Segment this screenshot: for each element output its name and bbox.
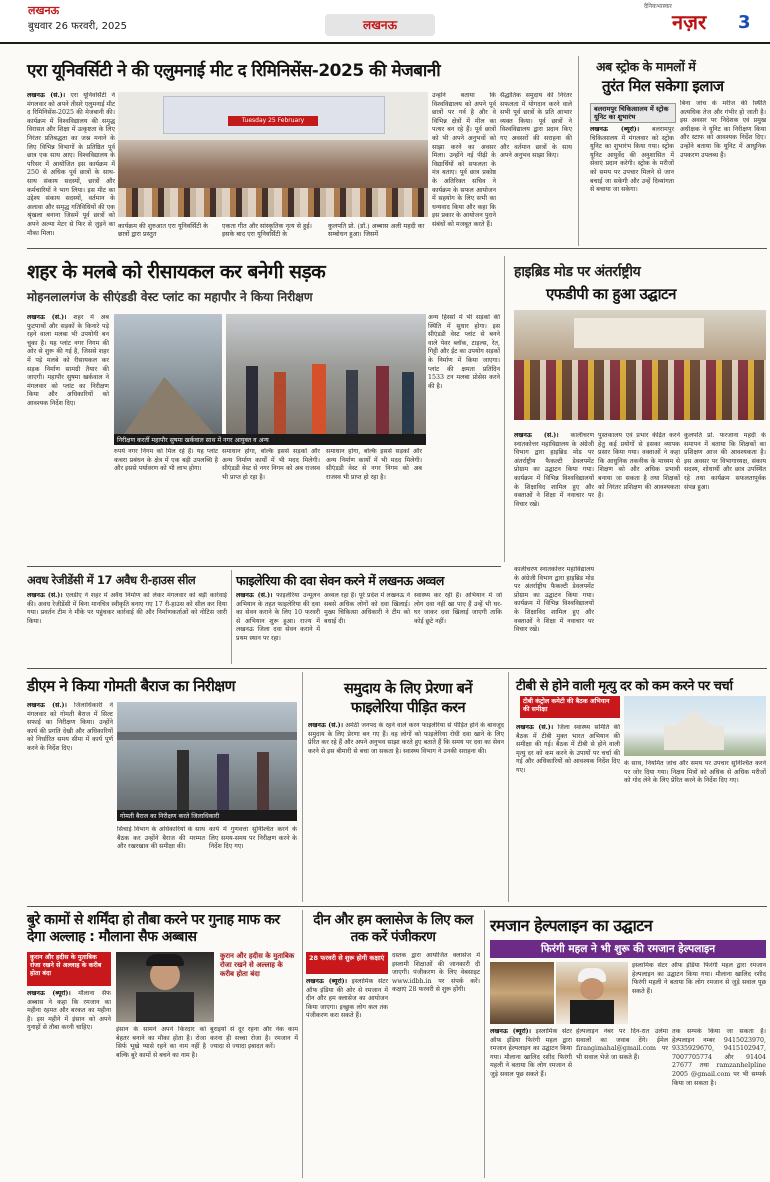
story3-column-3b: समाधान होगा, बल्कि इससे सड़कों और अन्य निर्माण कार्यों में भी मदद मिलेगी। सीएंडडी वेस्ट से नगर निगम को अब राजस्व भी प्राप्त हो रहा है।: [326, 448, 422, 481]
dateline: लखनऊ (सं.)।: [27, 92, 66, 99]
story4-headline: एफडीपी का हुआ उद्घाटन: [546, 285, 676, 303]
story12-column-2: हेल्पलाइन नंबर पर दिन-रात उलेमा सवालों का जवाब देंगे। ईमेल firangimahal@gmail.com पर भी सवाल भेजे जा सकते हैं।: [576, 1028, 668, 1061]
column-divider: [504, 256, 505, 562]
story3-column-1: [27, 314, 109, 560]
dateline: लखनऊ (सं.)।: [236, 592, 273, 599]
robe: [136, 992, 194, 1022]
column-divider: [508, 672, 509, 902]
story8-headline: समुदाय के लिए प्रेरणा बनें फाइलेरिया पीड़ित करन: [343, 681, 473, 716]
story1-text: एरा यूनिवर्सिटी ने मंगलवार को अपने तीसरे एलुमनाई मीट द रिमिनिसेंस-2025 की मेजबानी की। कार्यक्रम में विश्वविद्यालय की समृद्ध विरासत और शिक्षा में उत्कृष्टता के लिए निरंतर प्रतिबद्धता का जश्न मनाने के लिए विभिन्न विभागों के प्रतिष्ठित पूर्व छात्र एक साथ आए। विश्वविद्यालय के परिसर में आयोजित इस कार्यक्रम में 250 से अधिक पूर्व छात्रों के साथ-साथ संकाय सदस्यों, छात्रों और कर्मचारियों ने भाग लिया। इस मीट का उद्देश्य संकाय सदस्यों, वर्तमान के अलावा और समृद्ध गतिविधियों की एक श्रृंखला बनाना जिसमें पूर्व छात्रों को अपने अल्मा मेटर से फिर से जुड़ने का मौका मिला।: [27, 92, 115, 237]
dateline: लखनऊ (सं.)।: [27, 314, 67, 321]
quran-books-photo: [490, 962, 554, 1024]
story12-column-1: [490, 1028, 572, 1178]
story10-column-2: इंसान के सामने अपने किरदार को बेहतर बनाने का मौका होता है। रोजा सिर्फ भूखे प्यासे रहने का नाम नहीं है बल्कि बुरे कामों से बचने का नाम है।: [116, 1026, 206, 1059]
column-divider: [231, 570, 232, 664]
story10-text: मौलाना सैफ अब्बास ने कहा कि रमजान का महीना रहमत और बरकत का महीना है। इस महीने में इंसान को अपने गुनाहों से तौबा करनी चाहिए।: [27, 990, 111, 1032]
story1-photo-caption-left: कार्यक्रम की शुरुआत एरा यूनिवर्सिटी के छात्रों द्वारा प्रस्तुत: [118, 222, 209, 238]
story5-body: [27, 592, 227, 664]
column-divider: [302, 910, 303, 1178]
dateline: लखनऊ (ब्यूरो)।: [490, 1028, 532, 1035]
story1-photo-caption-mid: एकता गीत और सांस्कृतिक नृत्य से हुई। इसके बाद एरा यूनिवर्सिटी के: [222, 222, 312, 238]
story9-tag: टीबी कंट्रोल कमेटी की बैठक अभियान की समीक्षा: [520, 696, 620, 718]
story11-column-1: [306, 978, 388, 1178]
story1-photo-caption-right: कुलपति प्रो. (डॉ.) अब्बास अली महदी का सम्बोधन हुआ। जिसमें: [328, 222, 425, 238]
story1-column-1: [27, 92, 115, 242]
person-silhouette: [312, 364, 326, 434]
story3-subhead: मोहनलालगंज के सीएंडडी वेस्ट प्लांट का महापौर ने किया निरीक्षण: [27, 290, 313, 304]
story7-headline: डीएम ने किया गोमती बैराज का निरीक्षण: [27, 677, 236, 695]
story12-text: इस्लामिक सेंटर ऑफ इंडिया फिरंगी महल द्वारा रमजान हेल्पलाइन का उद्घाटन किया गया। मौलाना खालिद रशीद फिरंगी महली ने बताया कि लोग रमजान से जुड़े सवाल पूछ सकते हैं।: [490, 1028, 572, 1078]
debris-heap-photo: [114, 314, 222, 434]
story3-column-2: रुपये नगर निगम को मिल रहे हैं। यह प्लांट कचरा प्रबंधन के क्षेत्र में एक बड़ी उपलब्धि है और इससे पर्यावरण को भी लाभ होगा।: [114, 448, 218, 473]
column-divider: [302, 672, 303, 902]
page-number: 3: [738, 12, 751, 33]
story4-column-3: कुलपति प्रो. फरजाना महदी के समापन में बताया कि शिक्षकों का प्रशिक्षण आज की आवश्यकता है। इस अवसर पर विभागाध्यक्ष, संकाय सदस्य, शोधार्थी और छात्र उपस्थित रहे तथा कार्यक्रम सफलतापूर्वक संपन्न हुआ।: [684, 432, 766, 491]
maulana-portrait: [556, 962, 628, 1024]
person-silhouette: [257, 752, 269, 810]
newspaper-logo: नज़र: [672, 10, 707, 34]
section-rule: [27, 248, 767, 249]
story11-headline: दीन और हम क्लासेज के लिए कल तक करें पंजीकरण: [313, 912, 473, 945]
face: [580, 978, 604, 1000]
story10-column-1: [27, 990, 111, 1178]
story6-column-2: अव्वल रहा है। पूरे प्रदेश में लखनऊ ने सबसे अधिक लोगों को दवा खिलाई। मुख्य चिकित्सा अधिकारी ने टीम को बधाई दी।: [324, 592, 410, 625]
story7-column-1: [27, 702, 113, 902]
fdp-inauguration-photo: [514, 310, 766, 420]
story3-column-4: अन्य हिस्सों में भी सड़कों की स्थिति में सुधार होगा। इस सीएंडडी वेस्ट प्लांट से बनने वाले पेवर ब्लॉक, टाइल्स, रेत, गिट्टी और ईंट का उपयोग सड़कों के निर्माण में किया जाएगा। प्लांट की क्षमता प्रतिदिन 1533 टन मलबा प्रोसेस करने की है।: [428, 314, 500, 390]
story5-text: एलडीए ने शहर में अवैध निर्माण को लेकर मंगलवार को बड़ी कार्रवाई की। अवध रेजीडेंसी में बिना मानचित्र स्वीकृति बनाए गए 17 री-हाउस को सील कर दिया गया। प्रवर्तन टीम ने मौके पर पहुंचकर कार्रवाई की और निर्माणकर्ताओं को नोटिस जारी किया।: [27, 592, 227, 625]
story10-column-3: बुराइयों से दूर रहना और नेक काम करना ही सच्चा रोजा है। रमजान में ज्यादा से ज्यादा इबादत करें।: [210, 1026, 298, 1051]
dateline: लखनऊ (सं.)।: [308, 722, 344, 729]
story11-column-2: दस्तक द्वारा आयोजित क्लासेज में इस्लामी शिक्षाओं की जानकारी दी जाएगी। पंजीकरण के लिए वेबसाइट www.idbh.in पर संपर्क करें। कक्षाएं 28 फरवरी से शुरू होंगी।: [392, 952, 480, 994]
robe: [570, 1000, 614, 1024]
section-rule: [27, 566, 501, 567]
story2-kicker: अब स्ट्रोक के मामलों में: [596, 59, 696, 74]
story1-headline: एरा यूनिवर्सिटी ने की एलुमनाई मीट द रिमिनिसेंस-2025 की मेजबानी: [27, 61, 441, 81]
column-divider: [578, 56, 579, 246]
story6-column-1: [236, 592, 320, 664]
story9-headline: टीबी से होने वाली मृत्यु दर को कम करने पर चर्चा: [516, 679, 733, 694]
story4-column-1b: कालीचरण स्नातकोत्तर महाविद्यालय के अंग्रेजी विभाग द्वारा हाइब्रिड मोड पर अंतर्राष्ट्रीय फैकल्टी डेवलपमेंट प्रोग्राम का उद्घाटन किया गया। कार्यक्रम में विभिन्न विश्वविद्यालयों के शिक्षाविद शामिल हुए और वक्ताओं ने शिक्षा में नवाचार पर विचार रखे।: [514, 566, 594, 634]
section-rule: [27, 668, 767, 669]
dateline: लखनऊ (ब्यूरो)।: [27, 990, 71, 997]
story1-column-3: उन्होंने बताया कि विश्वविद्यालय को अपने पूर्व छात्रों पर गर्व है और वे विभिन्न क्षेत्रों में मील का पत्थर बन रहे हैं। पूर्व छात्रों को भी अपने अनुभवों को साझा करने का अवसर मिला। उन्होंने नई पीढ़ी के विद्यार्थियों को सफलता के मंत्र बताए। पूर्व छात्र प्रकोष्ठ के अतिरिक्त सचिव ने कार्यक्रम के सफल आयोजन में सहयोग के लिए सभी का धन्यवाद किया और कहा कि इस प्रकार के आयोजन पुराने संबंधों को मजबूत करते हैं।: [432, 92, 496, 228]
story11-text: इस्लामिक सेंटर ऑफ इंडिया की ओर से रमजान में दीन और हम क्लासेज का आयोजन किया जाएगा। इच्छुक लोग कल तक पंजीकरण करा सकते हैं।: [306, 978, 388, 1020]
person-silhouette: [376, 366, 389, 434]
turban: [146, 954, 184, 966]
person-silhouette: [217, 754, 229, 810]
person-silhouette: [246, 366, 258, 434]
story11-tag: 28 फरवरी से शुरू होगी कक्षाएं: [306, 952, 388, 974]
story6-text: फाइलेरिया उन्मूलन अभियान के तहत फाइलेरिया की दवा का सेवन कराने के लिए 10 फरवरी से अभियान शुरू हुआ। राज्य में लखनऊ जिला दवा सेवन कराने में प्रथम स्थान पर रहा।: [236, 592, 320, 642]
front-row-people: [118, 188, 428, 217]
dateline: लखनऊ (सं.)।: [516, 724, 554, 731]
story10-pullquote: कुरान और हदीस के मुताबिक रोजा रखने से अल्लाह के करीब होता बंदा: [220, 952, 295, 978]
story12-column-3: तक सम्पर्क किया जा सकता है। हेल्पलाइन नम्बर 9415023970, 9335929670, 9415102947, 7007705774 और 91404 27677 तथा ramzanhelpline 2005 @gmail.com पर भी सम्पर्क किया जा सकता है।: [672, 1028, 766, 1087]
story4-text: कालीचरण स्नातकोत्तर महाविद्यालय के अंग्रेजी विभाग द्वारा हाइब्रिड मोड पर अंतर्राष्ट्रीय फैकल्टी डेवलपमेंट प्रोग्राम का उद्घाटन किया गया। कार्यक्रम में विभिन्न विश्वविद्यालयों के शिक्षाविद शामिल हुए और वक्ताओं ने शिक्षा में नवाचार पर विचार रखे।: [514, 432, 594, 508]
dome-building: [664, 710, 724, 750]
dateline: लखनऊ (सं.)।: [514, 432, 559, 439]
story9-column-2: के साथ, नियमित जांच और समय पर उपचार सुनिश्चित करने पर जोर दिया गया। निक्षय मित्रों को अधिक से अधिक मरीजों को गोद लेने के लिए प्रेरित करने के निर्देश दिए गए।: [624, 760, 766, 785]
debris-pile: [124, 374, 214, 434]
story1-column-4: सैद्धांतिक समुदाय की निरंतर सफलता में योगदान करने वाले सभी पूर्व छात्रों के प्रति आभार व्यक्त किया। पूर्व छात्रों ने विश्वविद्यालय द्वारा प्रदान किए गए अवसरों की सराहना की और वर्तमान छात्रों के साथ अपने अनुभव साझा किए।: [500, 92, 572, 160]
story7-column-2: सिंचाई विभाग के अधिकारियों के साथ बैठक कर उन्होंने बैराज की मरम्मत और रखरखाव की समीक्षा की।: [117, 826, 205, 851]
story10-headline: बुरे कामों से शर्मिंदा हो तौबा करने पर गुनाह माफ कर देगा अल्लाह : मौलाना सैफ अब्बास: [27, 912, 280, 945]
person-silhouette: [346, 370, 358, 434]
monument-photo: [624, 696, 766, 756]
story3-column-3: समाधान होगा, बल्कि इससे सड़कों और अन्य निर्माण कार्यों में भी मदद मिलेगी। सीएंडडी वेस्ट से नगर निगम को अब राजस्व भी प्राप्त हो रहा है।: [222, 448, 320, 481]
section-label: लखनऊ: [325, 14, 435, 36]
story3-photo-caption: निरीक्षण करतीं महापौर सुषमा खर्कवाल साथ में नगर आयुक्त व अन्य: [114, 434, 426, 445]
story4-kicker: हाइब्रिड मोड पर अंतर्राष्ट्रीय: [514, 264, 641, 280]
story6-headline: फाइलेरिया की दवा सेवन करने में लखनऊ अव्वल: [236, 573, 444, 588]
logo-tagline: दैनिकभास्कर: [644, 3, 672, 10]
story2-tag: बलरामपुर चिकित्सालय में स्ट्रोक यूनिट का शुभारंभ: [590, 103, 676, 123]
event-banner: [163, 96, 385, 134]
story12-subhead: फिरंगी महल ने भी शुरू की रमजान हेल्पलाइन: [490, 940, 766, 958]
person-silhouette: [402, 372, 414, 434]
story8-text: अमेठी जनपद के रहने वाले करन फाइलेरिया से पीड़ित होने के बावजूद समुदाय के लिए प्रेरणा बन गए हैं। वह लोगों को फाइलेरिया रोधी दवा खाने के लिए प्रेरित कर रहे हैं और अपने अनुभव साझा करते हुए बताते हैं कि समय पर दवा का सेवन करने से इस बीमारी से बचा जा सकता है। स्वास्थ्य विभाग ने उनकी सराहना की।: [308, 722, 504, 755]
alumni-meet-photo: [118, 92, 428, 217]
story3-text: शहर में अब फुटपाथों और सड़कों के किनारे पड़े रहने वाला मलबा भी उपयोगी बन चुका है। यह प्लांट नगर निगम की ओर से शुरू की गई है, जिससे शहर में पड़े मलबे को रीसायकल कर सड़क निर्माण सामग्री तैयार की जाएगी। महापौर सुषमा खर्कवाल ने मंगलवार को प्लांट का निरीक्षण किया और अधिकारियों को आवश्यक निर्देश दिए।: [27, 314, 109, 407]
dateline: लखनऊ (सं.)।: [27, 592, 63, 599]
story7-column-3: कार्य में गुणवत्ता सुनिश्चित करने के लिए समय-समय पर निरीक्षण करने के निर्देश दिए गए।: [209, 826, 297, 851]
banner-day: Tuesday 25 February: [228, 116, 318, 126]
barrage-structure: [117, 732, 297, 740]
story7-text: जिलाधिकारी ने मंगलवार को गोमती बैराज में सिल्ट सफाई का निरीक्षण किया। उन्होंने कार्य की प्रगति देखी और अधिकारियों को निर्धारित समय सीमा में कार्य पूर्ण करने के निर्देश दिए।: [27, 702, 113, 752]
story9-column-1: [516, 724, 620, 902]
story2-text: बलरामपुर चिकित्सालय में मंगलवार को स्ट्रोक यूनिट का शुभारंभ किया गया। स्ट्रोक यूनिट आयुर्वेद की अनुशासित में सेवाएं प्रदान करेगी। स्ट्रोक के मरीजों को समय पर उपचार मिलने से जान बचाई जा सकेगी और उन्हें दिव्यांगता से बचाया जा सकेगा।: [590, 126, 674, 194]
story2-headline: तुरंत मिल सकेगा इलाज: [602, 77, 724, 95]
paper-name: लखनऊ: [28, 4, 60, 17]
dateline: लखनऊ (ब्यूरो)।: [306, 978, 348, 985]
story12-intro: इस्लामिक सेंटर ऑफ इंडिया फिरंगी महल द्वारा रमजान हेल्पलाइन का उद्घाटन किया गया। मौलाना खालिद रशीद फिरंगी महली ने बताया कि लोग रमजान से जुड़े सवाल पूछ सकते हैं।: [632, 962, 766, 995]
story3-headline: शहर के मलबे को रीसायकल कर बनेगी सड़क: [27, 261, 326, 283]
person-silhouette: [177, 750, 189, 810]
story5-headline: अवध रेजीडेंसी में 17 अवैध री-हाउस सील: [27, 573, 196, 587]
story2-column-2: बिना जांच के मरीज की स्थिति अत्यधिक तेज और गंभीर हो जाती है। इस अवसर पर निदेशक एवं प्रमुख अधीक्षक ने यूनिट का निरीक्षण किया और स्टाफ को आवश्यक निर्देश दिए। उन्होंने बताया कि यूनिट में आधुनिक उपकरण उपलब्ध हैं।: [680, 100, 766, 159]
dateline: लखनऊ (ब्यूरो)।: [590, 126, 640, 133]
person-silhouette: [274, 372, 286, 434]
story8-body: [308, 722, 504, 902]
edition-date: बुधवार 26 फरवरी, 2025: [28, 21, 128, 32]
story10-tag: कुरान और हदीस के मुताबिक रोजा रखने से अल्लाह के करीब होता बंदा: [27, 952, 111, 986]
story6-column-3: स्वास्थ्य कर रही हैं। अभियान में जो लोग दवा नहीं खा पाए हैं उन्हें भी घर-घर जाकर दवा खिलाई जाएगी ताकि कोई छूटे नहीं।: [414, 592, 502, 625]
inspection-photo: [226, 314, 426, 434]
event-banner: [574, 318, 704, 348]
group-of-people: [514, 360, 766, 420]
dateline: लखनऊ (सं.)।: [27, 702, 67, 709]
story9-text: जिला स्वास्थ्य समिति की बैठक में टीबी मुक्त भारत अभियान की समीक्षा की गई। बैठक में टीबी से होने वाली मृत्यु दर को कम करने के उपायों पर चर्चा की गई और अधिकारियों को आवश्यक निर्देश दिए गए।: [516, 724, 620, 774]
column-divider: [484, 910, 485, 1178]
gomti-barrage-photo: [117, 702, 297, 810]
maulana-portrait: [116, 952, 214, 1022]
story12-headline: रमजान हेल्पलाइन का उद्घाटन: [490, 916, 653, 935]
story7-photo-caption: गोमती बैराज का निरीक्षण करते जिलाधिकारी: [117, 810, 297, 821]
story4-column-2: पुस्तकालय एवं प्रभार केंद्रित करने हेतु कई प्रयोगों से इसका व्यापक प्रसार किया गया। वक्ताओं ने कहा कि आधुनिक तकनीक के माध्यम से शिक्षण को और अधिक प्रभावी बनाया जा सकता है तथा शिक्षकों को निरंतर प्रशिक्षण की आवश्यकता है।: [598, 432, 680, 500]
story2-column-1: [590, 126, 674, 242]
story4-column-1: [514, 432, 594, 562]
section-rule: [27, 906, 767, 907]
